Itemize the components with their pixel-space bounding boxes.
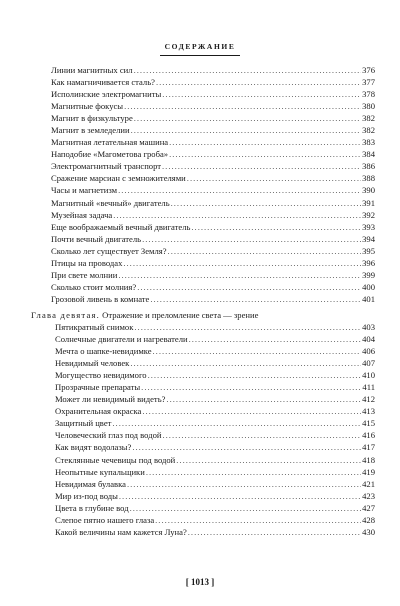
toc-entry-title: Магнит в физкультуре — [51, 113, 133, 124]
toc-entry-page: 377 — [362, 77, 375, 88]
toc-entry — [31, 369, 375, 381]
toc-entry — [31, 124, 375, 136]
toc-entry — [31, 197, 375, 209]
toc-entry — [31, 160, 375, 172]
toc-entry — [31, 221, 375, 233]
toc-entry — [31, 502, 375, 514]
dot-leader — [132, 441, 361, 453]
dot-leader — [155, 514, 361, 526]
toc-entry-title: Мечта о шапке-невидимке — [55, 346, 152, 357]
toc-entry-page: 417 — [362, 442, 375, 453]
toc-entry-page: 419 — [362, 466, 375, 477]
dot-leader — [163, 429, 362, 441]
toc-entry-title: Почти вечный двигатель — [51, 233, 142, 244]
toc-entry-title: Защитный цвет — [55, 418, 112, 429]
toc-entry-page: 392 — [362, 209, 375, 220]
dot-leader — [169, 136, 361, 148]
toc-entry-title: Магнитный «вечный» двигатель — [51, 197, 170, 208]
toc-entry — [31, 490, 375, 502]
toc-entry-title: Мир из-под воды — [55, 490, 118, 501]
toc-entry-title: Охранительная окраска — [55, 406, 142, 417]
dot-leader — [137, 281, 361, 293]
chapter-heading — [31, 309, 375, 321]
toc-entry-title: Линии магнитных сил — [51, 65, 133, 75]
toc-entry-title: Еще воображаемый вечный двигатель — [51, 221, 191, 232]
toc-entry-page: 396 — [362, 257, 375, 268]
toc-entry-page: 411 — [362, 382, 375, 393]
toc-entry-title: Магнитные фокусы — [51, 101, 124, 112]
dot-leader — [142, 233, 361, 245]
toc-entry-page: 399 — [362, 269, 375, 280]
toc-entry-page: 430 — [362, 526, 375, 537]
dot-leader — [153, 345, 362, 357]
toc-entry-title: Сражение марсиан с земножителями — [51, 173, 186, 184]
dot-leader — [134, 112, 361, 124]
toc-entry-title: Грозовой ливень в комнате — [51, 293, 150, 304]
toc-entry-title: Неопытные купальщики — [55, 466, 145, 477]
dot-leader — [119, 490, 361, 502]
toc-entry-page: 418 — [362, 454, 375, 465]
toc-section-one — [31, 64, 375, 305]
toc-entry-page: 382 — [362, 113, 375, 124]
toc-entry-title: Магнитная летательная машина — [51, 137, 169, 148]
dot-leader — [169, 148, 361, 160]
dot-leader — [150, 293, 361, 305]
toc-entry-page: 388 — [362, 173, 375, 184]
toc-entry-page: 407 — [362, 358, 375, 369]
toc-entry — [31, 100, 375, 112]
toc-entry-page: 423 — [362, 490, 375, 501]
dot-leader — [141, 381, 361, 393]
dot-leader — [187, 172, 361, 184]
chapter-number: Глава девятая. — [31, 309, 100, 320]
toc-entry — [31, 357, 375, 369]
toc-entry — [31, 466, 375, 478]
toc-entry-page: 416 — [362, 430, 375, 441]
dot-leader — [146, 466, 361, 478]
dot-leader — [118, 184, 361, 196]
dot-leader — [131, 124, 362, 136]
toc-entry-page: 404 — [362, 334, 375, 345]
toc-entry-title: Слепое пятно нашего глаза — [55, 514, 155, 525]
dot-leader — [112, 417, 361, 429]
toc-section-two — [31, 321, 375, 538]
dot-leader — [130, 502, 362, 514]
toc-entry-page: 428 — [362, 514, 375, 525]
toc-entry-title: Как видят водолазы? — [55, 442, 132, 453]
dot-leader — [134, 321, 361, 333]
toc-entry — [31, 526, 375, 538]
toc-entry-page: 410 — [362, 370, 375, 381]
toc-entry — [31, 209, 375, 221]
toc-entry-title: Прозрачные препараты — [55, 382, 141, 393]
toc-entry-page: 421 — [362, 478, 375, 489]
toc-entry-title: Стеклянные чечевицы под водой — [55, 454, 176, 465]
toc-entry-page: 395 — [362, 245, 375, 256]
toc-entry — [31, 245, 375, 257]
toc-entry — [31, 454, 375, 466]
toc-entry — [31, 112, 375, 124]
dot-leader — [118, 269, 361, 281]
toc-entry-page: 384 — [362, 149, 375, 160]
dot-leader — [189, 333, 362, 345]
dot-leader — [113, 209, 361, 221]
toc-entry-page: 427 — [362, 502, 375, 513]
dot-leader — [171, 197, 361, 209]
toc-entry-page: 394 — [362, 233, 375, 244]
page-number: [ 1013 ] — [185, 577, 215, 587]
toc-entry — [31, 281, 375, 293]
toc-entry-title: Птицы на проводах — [51, 257, 123, 268]
running-header: СОДЕРЖАНИЕ — [164, 42, 236, 51]
toc-entry — [31, 381, 375, 393]
toc-entry-page: 413 — [362, 406, 375, 417]
dot-leader — [127, 478, 361, 490]
toc-entry-title: Солнечные двигатели и нагреватели — [55, 334, 188, 345]
dot-leader — [134, 64, 362, 76]
toc-entry-title: Могущество невидимого — [55, 370, 147, 381]
dot-leader — [188, 526, 361, 538]
toc-entry — [31, 429, 375, 441]
toc-entry-title: Невидимый человек — [55, 358, 130, 369]
toc-entry-page: 382 — [362, 125, 375, 136]
toc-entry-title: Цвета в глубине вод — [55, 502, 129, 513]
dot-leader — [166, 393, 361, 405]
dot-leader — [162, 88, 361, 100]
toc-entry-page: 406 — [362, 346, 375, 357]
dot-leader — [168, 245, 362, 257]
dot-leader — [176, 454, 361, 466]
toc-entry-page: 386 — [362, 161, 375, 172]
toc-entry-title: Исполинские электромагниты — [51, 89, 162, 100]
toc-entry-title: Электромагнитный транспорт — [51, 161, 162, 172]
dot-leader — [130, 357, 361, 369]
toc-entry — [31, 136, 375, 148]
toc-entry-title: Часы и магнетизм — [51, 185, 118, 196]
toc-entry — [31, 233, 375, 245]
dot-leader — [191, 221, 361, 233]
table-of-contents — [31, 64, 375, 538]
toc-entry-title: Невидимая булавка — [55, 478, 126, 489]
toc-entry — [31, 405, 375, 417]
toc-entry — [31, 148, 375, 160]
toc-entry — [31, 345, 375, 357]
toc-entry-title: Наподобие «Магометова гроба» — [51, 149, 169, 160]
dot-leader — [148, 369, 362, 381]
toc-entry — [31, 321, 375, 333]
dot-leader — [142, 405, 361, 417]
toc-entry-title: Сколько стоит молния? — [51, 281, 137, 292]
toc-entry-page: 376 — [362, 65, 375, 75]
dot-leader — [162, 160, 361, 172]
toc-entry — [31, 64, 375, 76]
toc-entry-title: Пятикратный снимок — [55, 321, 134, 332]
toc-entry — [31, 172, 375, 184]
dot-leader — [156, 76, 361, 88]
toc-entry — [31, 441, 375, 453]
toc-entry-page: 401 — [362, 293, 375, 304]
chapter-title: Отражение и преломление света — зрение — [102, 309, 259, 320]
toc-entry-title: Может ли невидимый видеть? — [55, 394, 166, 405]
dot-leader — [124, 100, 361, 112]
toc-entry-page: 403 — [362, 321, 375, 332]
toc-entry — [31, 269, 375, 281]
toc-entry-title: Сколько лет существует Земля? — [51, 245, 167, 256]
toc-entry-page: 415 — [362, 418, 375, 429]
toc-entry — [31, 184, 375, 196]
toc-entry — [31, 293, 375, 305]
toc-entry-title: Какой величины нам кажется Луна? — [55, 526, 187, 537]
toc-entry-title: Музейная задача — [51, 209, 113, 220]
toc-entry-page: 390 — [362, 185, 375, 196]
dot-leader — [123, 257, 361, 269]
toc-entry-title: При свете молнии — [51, 269, 118, 280]
toc-entry — [31, 88, 375, 100]
toc-entry-page: 383 — [362, 137, 375, 148]
toc-entry-title: Магнит в земледелии — [51, 125, 130, 136]
toc-entry — [31, 514, 375, 526]
toc-entry-page: 400 — [362, 281, 375, 292]
toc-entry — [31, 417, 375, 429]
toc-entry-page: 412 — [362, 394, 375, 405]
toc-entry-page: 378 — [362, 89, 375, 100]
header-rule — [160, 55, 240, 56]
toc-entry — [31, 76, 375, 88]
toc-entry-page: 380 — [362, 101, 375, 112]
toc-entry — [31, 333, 375, 345]
toc-entry — [31, 257, 375, 269]
toc-entry — [31, 393, 375, 405]
toc-entry-title: Человеческий глаз под водой — [55, 430, 162, 441]
toc-entry-page: 391 — [362, 197, 375, 208]
toc-entry-page: 393 — [362, 221, 375, 232]
toc-entry-title: Как намагничивается сталь? — [51, 77, 155, 88]
toc-entry — [31, 478, 375, 490]
